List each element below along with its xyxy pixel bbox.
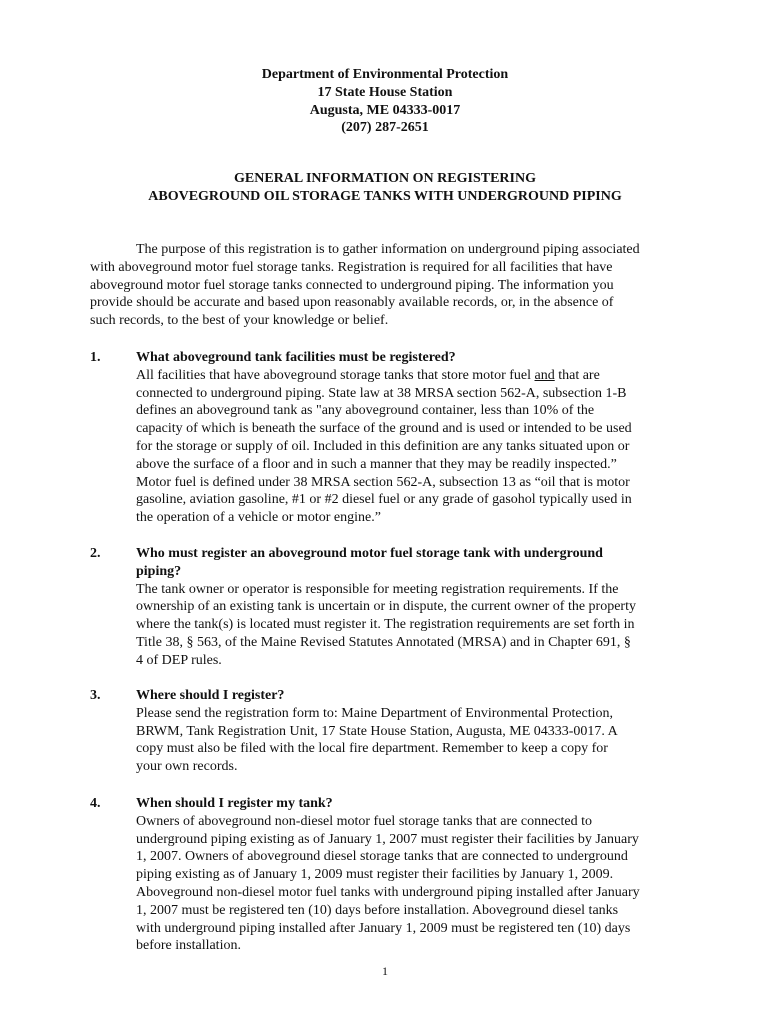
item-answer-line: before installation. (136, 938, 241, 954)
document-title (0, 170, 770, 206)
item-answer-line: where the tank(s) is located must register it. The registration requirements are set forth in (136, 617, 635, 633)
intro-line: The purpose of this registration is to gather information on underground piping associated (136, 242, 640, 257)
item-body (136, 545, 686, 670)
item-answer-line: Motor fuel is defined under 38 MRSA section 562-A, subsection 13 as “oil that is motor (136, 474, 630, 490)
item-answer-line: 4 of DEP rules. (136, 652, 222, 668)
item-body (136, 349, 686, 527)
org-phone: (207) 287-2651 (341, 120, 429, 136)
title-line-1: GENERAL INFORMATION ON REGISTERING (234, 171, 536, 186)
item-answer-line: underground piping existing as of January 1, 2007 must register their facilities by January (136, 831, 639, 847)
item-number: 4. (90, 796, 101, 811)
item-answer-line: the operation of a vehicle or motor engine.” (136, 510, 381, 526)
item-answer-line: defines an aboveground tank as "any aboveground container, less than 10% of the (136, 403, 595, 419)
item-answer-line: Aboveground non-diesel motor fuel tanks with underground piping installed after January (136, 884, 640, 900)
org-name: Department of Environmental Protection (261, 67, 509, 82)
intro-line: with aboveground motor fuel storage tanks. Registration is required for all facilities that have (90, 259, 613, 275)
item-question: What aboveground tank facilities must be registered? (136, 350, 456, 365)
item-question: Who must register an aboveground motor fuel storage tank with underground (136, 546, 603, 561)
item-answer-line: Owners of aboveground non-diesel motor fuel storage tanks that are connected to (136, 813, 593, 829)
intro-line: provide should be accurate and based upon reasonably available records, or, in the absence of (90, 295, 614, 311)
item-answer-line: capacity of which is beneath the surface of the ground and is used or intended to be used (136, 421, 632, 437)
item-body (136, 687, 686, 776)
intro-line: aboveground motor fuel storage tanks connected to underground piping. The information you (90, 277, 614, 293)
title-line-2: ABOVEGROUND OIL STORAGE TANKS WITH UNDERGROUND PIPING (148, 188, 622, 204)
item-answer-line: for the storage or supply of oil. Included in this definition are any tanks situated upon or (136, 438, 630, 454)
item-answer-line: copy must also be filed with the local fire department. Remember to keep a copy for (136, 741, 608, 757)
item-number: 3. (90, 688, 101, 703)
org-city: Augusta, ME 04333-0017 (309, 102, 461, 118)
item-answer-line: 1, 2007 must be registered ten (10) days before installation. Aboveground diesel tanks (136, 902, 619, 918)
item-question: When should I register my tank? (136, 796, 333, 811)
item-body (136, 795, 686, 955)
org-street: 17 State House Station (317, 84, 453, 100)
item-answer-line: ownership of an existing tank is uncertain or in dispute, the current owner of the property (136, 599, 636, 615)
item-answer-line: your own records. (136, 759, 238, 775)
item-answer-line: with underground piping installed after January 1, 2009 must be registered ten (10) days (136, 920, 631, 936)
answer-text: All facilities that have aboveground storage tanks that store motor fuel (136, 367, 535, 383)
answer-text: that are (554, 367, 600, 383)
intro-paragraph (90, 241, 685, 330)
document-header (0, 66, 770, 137)
item-answer-line: above the surface of a floor and in such a manner that they may be readily inspected.” (136, 456, 617, 472)
item-answer-line: Title 38, § 563, of the Maine Revised Statutes Annotated (MRSA) and in Chapter 691, § (136, 634, 631, 650)
item-number: 1. (90, 350, 101, 365)
item-number: 2. (90, 546, 101, 561)
item-question: Where should I register? (136, 688, 285, 703)
item-answer-line: BRWM, Tank Registration Unit, 17 State House Station, Augusta, ME 04333-0017. A (136, 723, 618, 739)
item-answer-line: Please send the registration form to: Maine Department of Environmental Protection, (136, 705, 614, 721)
page-number: 1 (382, 964, 388, 978)
item-answer-line: 1, 2007. Owners of aboveground diesel storage tanks that are connected to underground (136, 849, 628, 865)
item-question: piping? (136, 563, 182, 579)
item-answer-line: The tank owner or operator is responsible for meeting registration requirements. If the (136, 581, 619, 597)
intro-line: such records, to the best of your knowledge or belief. (90, 313, 389, 329)
underlined-word: and (534, 367, 555, 383)
item-answer-line: gasoline, aviation gasoline, #1 or #2 diesel fuel or any grade of gasohol typically used in (136, 492, 632, 508)
item-answer-line: piping existing as of January 1, 2009 must register their facilities by January 1, 2009. (136, 867, 614, 883)
item-answer-line (136, 367, 686, 385)
item-answer-line: connected to underground piping. State law at 38 MRSA section 562-A, subsection 1-B (136, 385, 627, 401)
